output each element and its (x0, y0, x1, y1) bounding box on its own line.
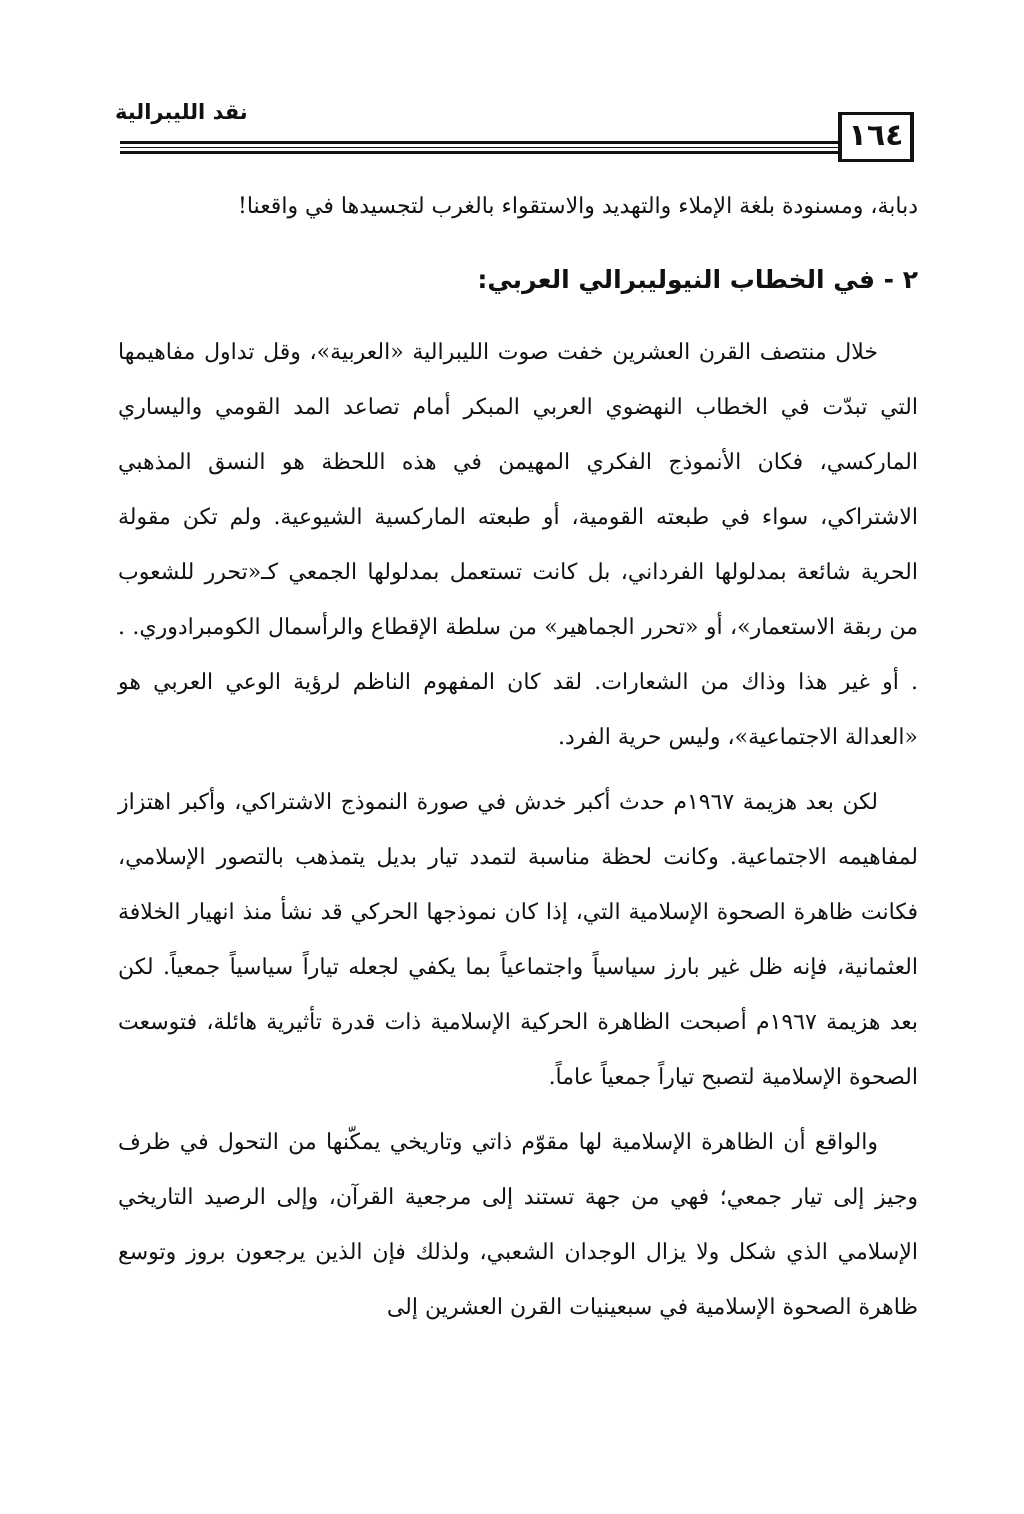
paragraph: خلال منتصف القرن العشرين خفت صوت الليبرالية «العربية»، وقل تداول مفاهيمها التي تبدّت في الخطاب النهضوي العربي المبكر أمام تصاعد المد القومي واليساري الماركسي، فكان الأنموذج الفكري المهيمن في هذه اللحظة هو النسق المذهبي الاشتراكي، سواء في طبعته القومية، أو طبعته الماركسية الشيوعية. ولم تكن مقولة الحرية شائعة بمدلولها الفرداني، بل كانت تستعمل بمدلولها الجمعي كـ«تحرر للشعوب من ربقة الاستعمار»، أو «تحرر الجماهير» من سلطة الإقطاع والرأسمال الكومبرادوري. . . أو غير هذا وذاك من الشعارات. لقد كان المفهوم الناظم لرؤية الوعي العربي هو «العدالة الاجتماعية»، وليس حرية الفرد. (118, 340, 918, 750)
section-heading: ٢ - في الخطاب النيوليبرالي العربي: (477, 265, 918, 294)
paragraph: والواقع أن الظاهرة الإسلامية لها مقوّم ذاتي وتاريخي يمكّنها من التحول في ظرف وجيز إلى تيار جمعي؛ فهي من جهة تستند إلى مرجعية القرآن، وإلى الرصيد التاريخي الإسلامي الذي شكل ولا يزال الوجدان الشعبي، ولذلك فإن الذين يرجعون بروز وتوسع ظاهرة الصحوة الإسلامية في سبعينيات القرن العشرين إلى (118, 1130, 918, 1320)
page-number: ١٦٤ (838, 112, 914, 162)
body-text (118, 325, 918, 1345)
intro-line: دبابة، ومسنودة بلغة الإملاء والتهديد والاستقواء بالغرب لتجسيدها في واقعنا! (238, 194, 918, 219)
paragraph: لكن بعد هزيمة ١٩٦٧م حدث أكبر خدش في صورة النموذج الاشتراكي، وأكبر اهتزاز لمفاهيمه الاجتماعية. وكانت لحظة مناسبة لتمدد تيار بديل يتمذهب بالتصور الإسلامي، فكانت ظاهرة الصحوة الإسلامية التي، إذا كان نموذجها الحركي قد نشأ منذ انهيار الخلافة العثمانية، فإنه ظل غير بارز سياسياً واجتماعياً بما يكفي لجعله تياراً سياسياً جمعياً. لكن بعد هزيمة ١٩٦٧م أصبحت الظاهرة الحركية الإسلامية ذات قدرة تأثيرية هائلة، فتوسعت الصحوة الإسلامية لتصبح تياراً جمعياً عاماً. (118, 790, 918, 1090)
running-title: نقد الليبرالية (115, 100, 248, 124)
header-rule-thin (120, 147, 840, 148)
header-rule (120, 141, 840, 144)
header-rule (120, 151, 840, 154)
